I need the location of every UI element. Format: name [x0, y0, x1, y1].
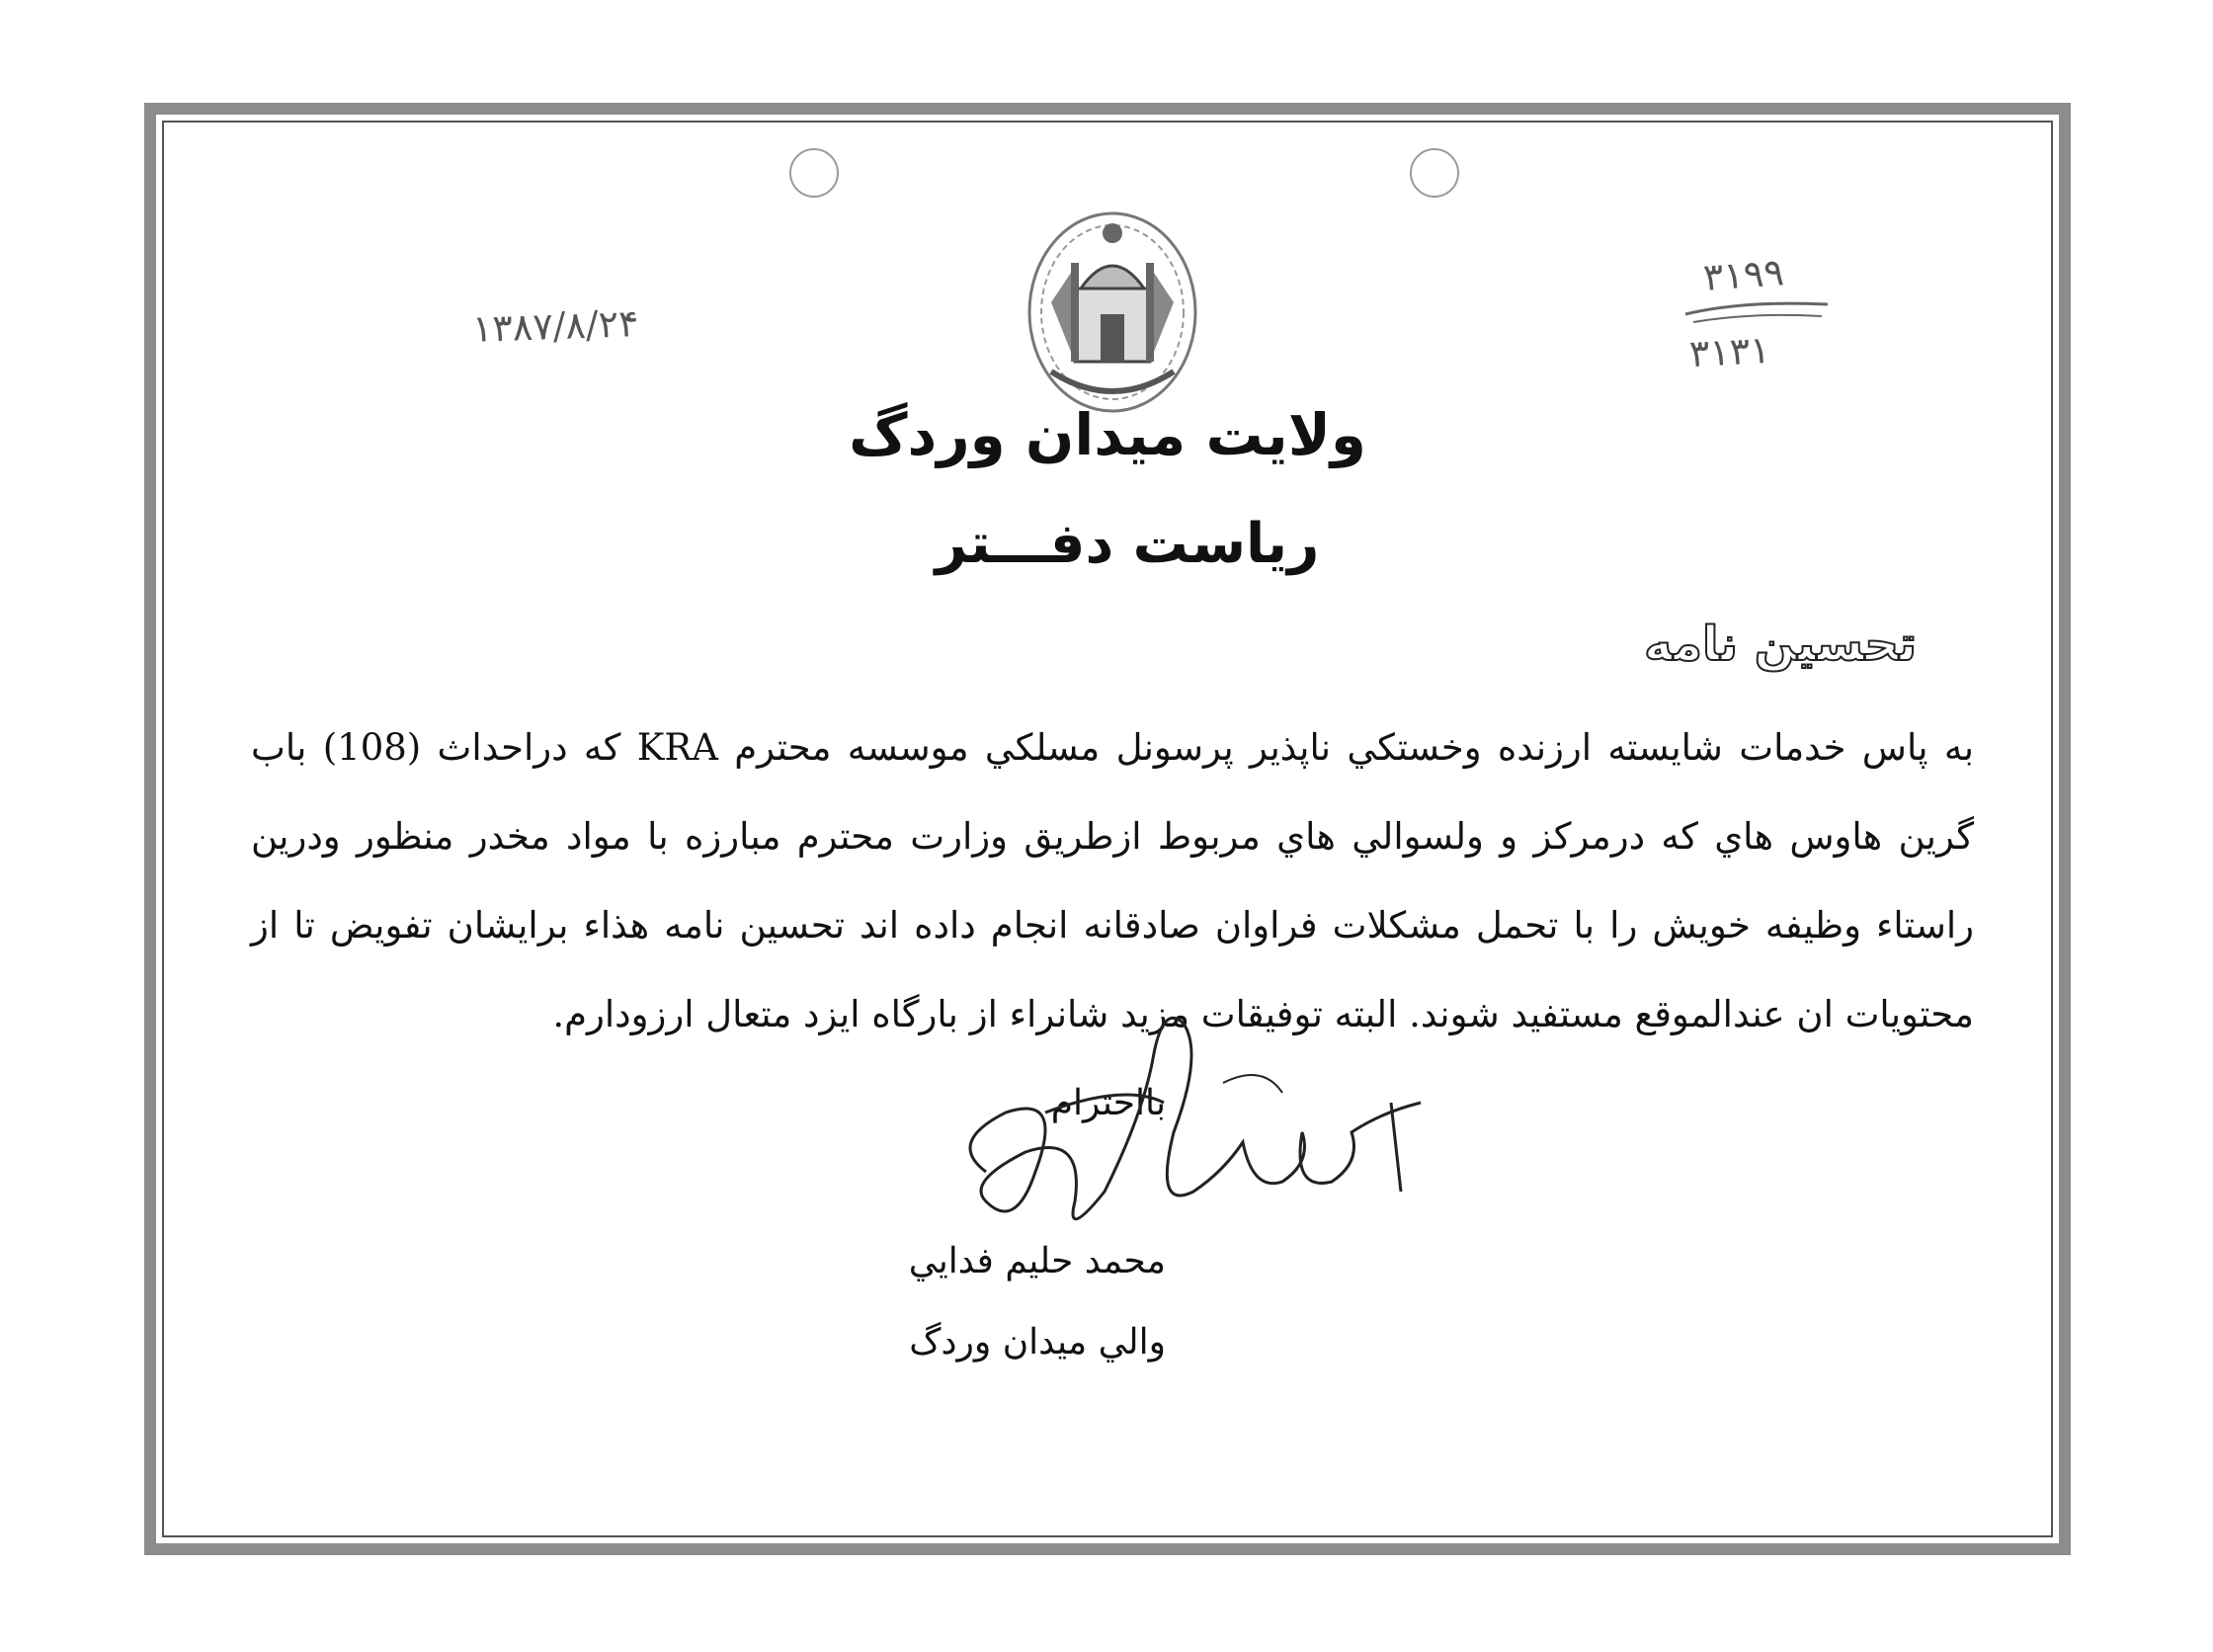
province-heading: ولايت ميدان وردگ	[849, 401, 1366, 468]
punch-hole-right	[1410, 148, 1459, 198]
office-heading: رياست دفـــتر	[935, 512, 1320, 576]
handwritten-ref-top: ۳۱۹۹	[1701, 250, 1786, 299]
document-title: تحسين نامه	[1644, 617, 1917, 672]
handwritten-date: ۱۳۸۷/۸/۲۴	[471, 301, 640, 351]
national-emblem-icon	[1022, 204, 1203, 421]
signer-title: والي ميدان وردگ	[909, 1322, 1166, 1363]
signer-name: محمد حليم فدايي	[908, 1241, 1166, 1281]
closing-regards: بااحترام	[1050, 1083, 1166, 1123]
body-text: به پاس خدمات شايسته ارزنده وخستكي ناپذير پرسونل مسلكي موسسه محترم KRA كه دراحداث (108) باب گرين هاوس هاي كه درمركز و ولسوالي هاي مربوط ازطريق وزارت محترم مبارزه با مواد مخدر منظور ودرين راستاء وظيفه خويش را با تحمل مشكلات فراوان صادقانه انجام داده اند تحسين نامه هذاء برايشان تفويض تا از محتويات ان عندالموقع مستفيد شوند. البته توفيقات مزيد شانراء از بارگاه ايزد متعال ارزودارم.	[251, 726, 1974, 1035]
document-frame	[144, 103, 2071, 1555]
handwritten-ref-bottom: ۳۱۳۱	[1687, 327, 1771, 376]
punch-hole-left	[789, 148, 839, 198]
handwritten-ref-line	[1683, 292, 1832, 332]
